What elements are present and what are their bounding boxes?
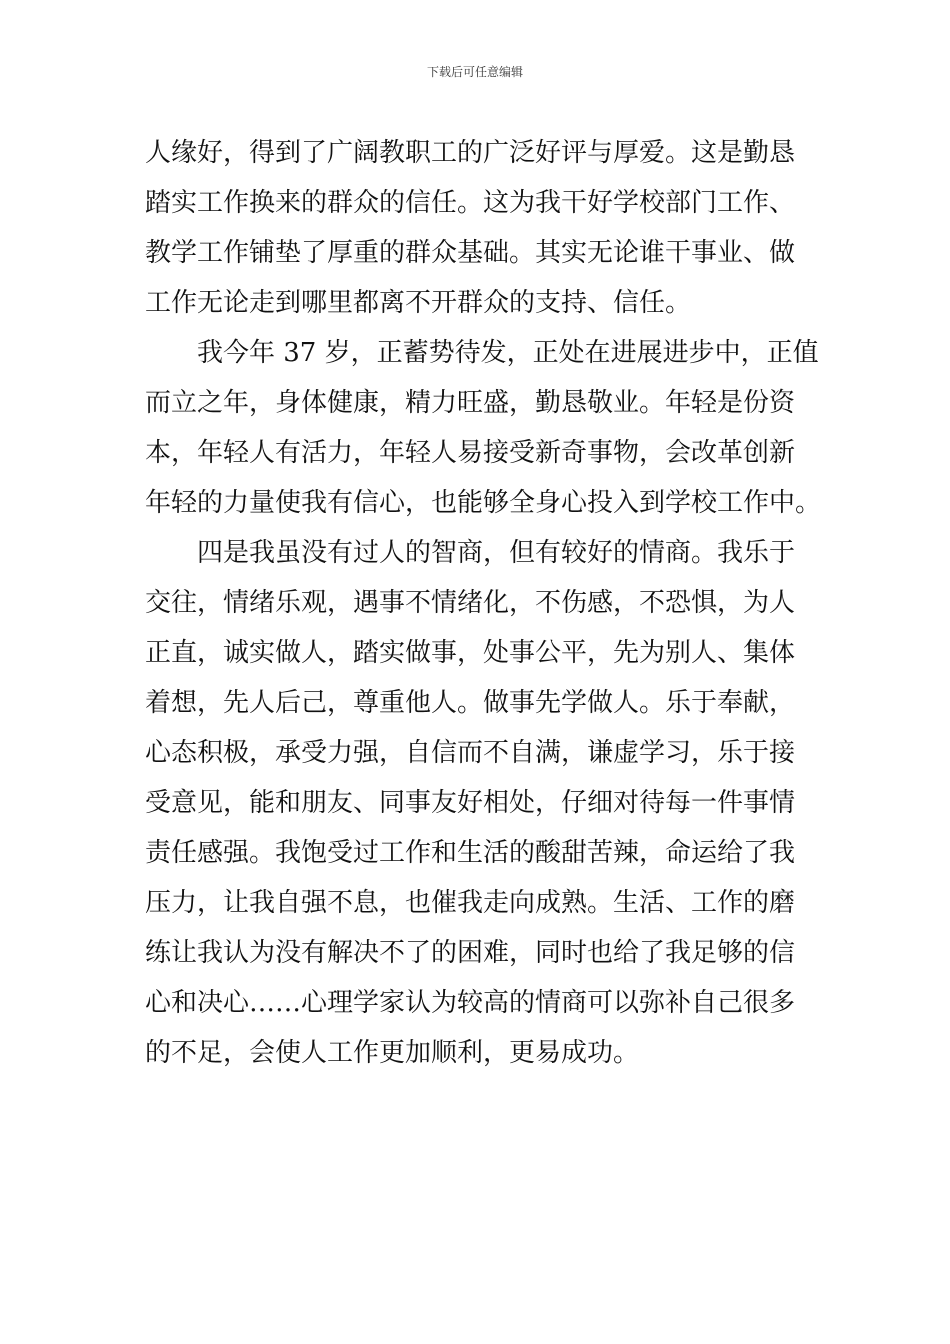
text-line: 教学工作铺垫了厚重的群众基础。其实无论谁干事业、做 <box>145 238 796 268</box>
text-line: 心态积极，承受力强，自信而不自满，谦虚学习，乐于接 <box>145 738 796 768</box>
text-line: 着想，先人后己，尊重他人。做事先学做人。乐于奉献， <box>145 688 796 718</box>
paragraph-3 <box>145 528 809 1078</box>
page-header: 下载后可任意编辑 <box>426 65 523 79</box>
text-line: 压力，让我自强不息，也催我走向成熟。生活、工作的磨 <box>145 888 796 918</box>
text-line: 正直，诚实做人，踏实做事，处事公平，先为别人、集体 <box>145 638 796 668</box>
text-line: 人缘好，得到了广阔教职工的广泛好评与厚爱。这是勤恳 <box>145 138 796 168</box>
document-body <box>145 128 822 1078</box>
text-line: 四是我虽没有过人的智商，但有较好的情商。我乐于 <box>197 538 796 568</box>
text-line: 年轻的力量使我有信心，也能够全身心投入到学校工作中。 <box>145 488 822 518</box>
text-line: 心和决心……心理学家认为较高的情商可以弥补自己很多 <box>145 988 796 1018</box>
text-line: 踏实工作换来的群众的信任。这为我干好学校部门工作、 <box>145 188 796 218</box>
text-line: 练让我认为没有解决不了的困难，同时也给了我足够的信 <box>145 938 796 968</box>
paragraph-2 <box>145 328 822 528</box>
text-line: 工作无论走到哪里都离不开群众的支持、信任。 <box>145 288 692 318</box>
text-line: 责任感强。我饱受过工作和生活的酸甜苦辣，命运给了我 <box>145 838 796 868</box>
text-line: 受意见，能和朋友、同事友好相处，仔细对待每一件事情 <box>145 788 796 818</box>
text-line: 本，年轻人有活力，年轻人易接受新奇事物，会改革创新 <box>145 438 796 468</box>
text-line: 我今年 37 岁，正蓄势待发，正处在进展进步中，正值 <box>197 338 819 368</box>
text-line: 而立之年，身体健康，精力旺盛，勤恳敬业。年轻是份资 <box>145 388 796 418</box>
paragraph-1 <box>145 128 809 328</box>
text-line: 交往，情绪乐观，遇事不情绪化，不伤感，不恐惧，为人 <box>145 588 796 618</box>
text-line: 的不足，会使人工作更加顺利，更易成功。 <box>145 1038 640 1068</box>
